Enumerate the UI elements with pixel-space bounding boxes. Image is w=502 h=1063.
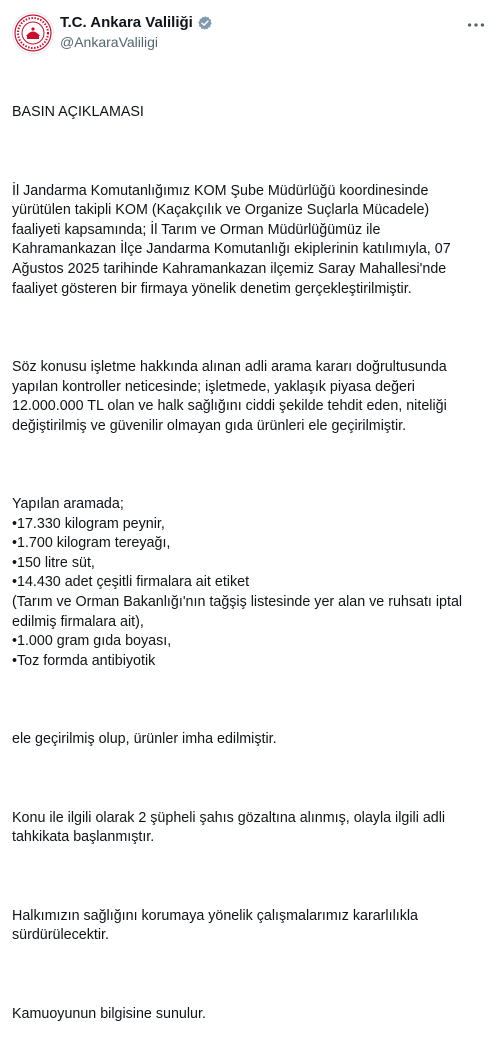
paragraph-title: BASIN AÇIKLAMASI <box>12 104 144 121</box>
more-dots-glyph <box>465 14 487 36</box>
paragraph-findings: Söz konusu işletme hakkında alınan adli arama kararı doğrultusunda yapılan kontroller neticesinde; işletmede, yaklaşık piyasa değeri 12.000.000 TL olan ve halk sağlığını ciddi şekilde tehdit eden, niteliği değiştirilmiş ve güvenilir olmayan gıda ürünleri ele geçirilmiştir. <box>12 358 447 434</box>
account-handle[interactable]: @AnkaraValiligi <box>60 34 158 50</box>
paragraph-seized-items: Yapılan aramada; •17.330 kilogram peynir, •1.700 kilogram tereyağı, •150 litre süt, •14.430 adet çeşitli firmalara ait etiket (Tarım ve Orman Bakanlığı'nın tağşiş listesinde yer alan ve ruhsatı iptal edilmiş firmalara ait), •1.000 gram gıda boyası, •Toz formda antibiyotik <box>12 496 463 669</box>
ankara-valiligi-logo-icon <box>13 13 53 53</box>
paragraph-suspects: Konu ile ilgili olarak 2 şüpheli şahıs gözaltına alınmış, olayla ilgili adli tahkikata başlanmıştır. <box>12 809 446 846</box>
display-name[interactable]: T.C. Ankara Valiliği <box>60 14 193 31</box>
paragraph-commitment: Halkımızın sağlığını korumaya yönelik çalışmalarımız kararlılıkla sürdürülecektir. <box>12 907 419 944</box>
account-names <box>60 13 213 51</box>
paragraph-operation: İl Jandarma Komutanlığımız KOM Şube Müdürlüğü koordinesinde yürütülen takipli KOM (Kaçakçılık ve Organize Suçlarla Mücadele) faaliyeti kapsamında; İl Tarım ve Orman Müdürlüğümüz ile Kahramankazan İlçe Jandarma Komutanlığı ekiplerinin katılımıyla, 07 Ağustos 2025 tarihinde Kahramankazan ilçemiz Saray Mahallesi'nde faaliyet gösteren bir firmaya yönelik denetim gerçekleştirilmiştir. <box>12 182 451 297</box>
paragraph-closing: Kamuoyunun bilgisine sunulur. <box>12 1005 206 1022</box>
more-dots-icon[interactable] <box>462 14 490 34</box>
tweet-text <box>12 60 488 1063</box>
verified-badge-icon <box>197 15 213 31</box>
display-name-row <box>60 13 213 32</box>
paragraph-disposal: ele geçirilmiş olup, ürünler imha edilmiştir. <box>12 731 277 748</box>
tweet-header <box>12 10 490 54</box>
avatar[interactable] <box>12 12 54 54</box>
